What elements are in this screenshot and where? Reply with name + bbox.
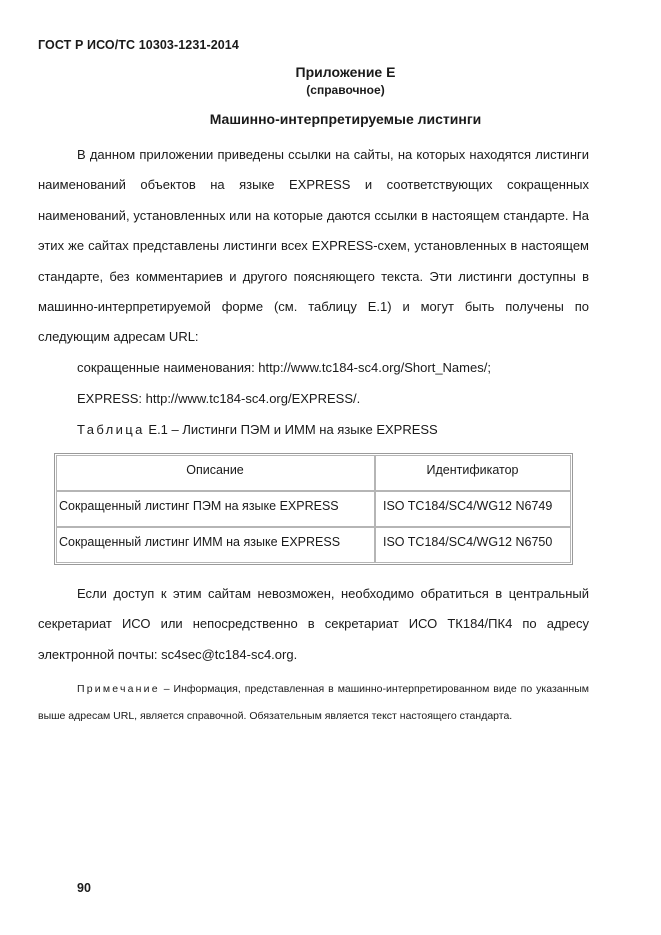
table-row [56,491,571,527]
page-number: 90 [77,881,91,895]
express-url-line: EXPRESS: http://www.tc184-sc4.org/EXPRESS/. [77,391,361,406]
listings-table-frame [54,453,573,565]
note-text: – Информация, представленная в машинно-интерпретированном виде по указанным выше адресам URL, является справочной. Обязательным является текст настоящего стандарта. [38,683,589,722]
table-caption-text: Е.1 – Листинги ПЭМ и ИММ на языке EXPRESS [144,422,438,437]
table-row [56,527,571,563]
table-header-description: Описание [56,455,375,491]
table-cell-description: Сокращенный листинг ИММ на языке EXPRESS [56,527,375,563]
note-paragraph [38,676,589,729]
table-cell-identifier: ISO TC184/SC4/WG12 N6750 [375,527,571,563]
table-caption [77,420,438,440]
annex-subtitle: (справочное) [306,83,385,97]
table-cell-description: Сокращенный листинг ПЭМ на языке EXPRESS [56,491,375,527]
short-names-url-line: сокращенные наименования: http://www.tc184-sc4.org/Short_Names/; [77,360,491,375]
intro-paragraph: В данном приложении приведены ссылки на сайты, на которых находятся листинги наименований объектов на языке EXPRESS и соответствующих сокращенных наименований, установленных или на которые даются ссылки в настоящем стандарте. На этих же сайтах представлены листинги всех EXPRESS-схем, установленных в настоящем стандарте, без комментариев и другого поясняющего текста. Эти листинги доступны в машинно-интерпретируемой форме (см. таблицу Е.1) и могут быть получены по следующим адресам URL: [38,147,589,345]
table-header-identifier: Идентификатор [375,455,571,491]
contact-paragraph: Если доступ к этим сайтам невозможен, необходимо обратиться в центральный секретариат ИСО или непосредственно в секретариат ИСО ТК184/ПК4 по адресу электронной почты: sc4sec@tc184-sc4.org. [38,586,589,662]
note-label: Примечание [77,683,160,695]
annex-title: Приложение Е [295,64,396,80]
section-title: Машинно-интерпретируемые листинги [209,111,482,127]
listings-table [56,455,571,563]
table-header-row [56,455,571,491]
document-code: ГОСТ Р ИСО/ТС 10303-1231-2014 [38,38,239,52]
table-caption-label: Таблица [77,422,145,437]
table-cell-identifier: ISO TC184/SC4/WG12 N6749 [375,491,571,527]
